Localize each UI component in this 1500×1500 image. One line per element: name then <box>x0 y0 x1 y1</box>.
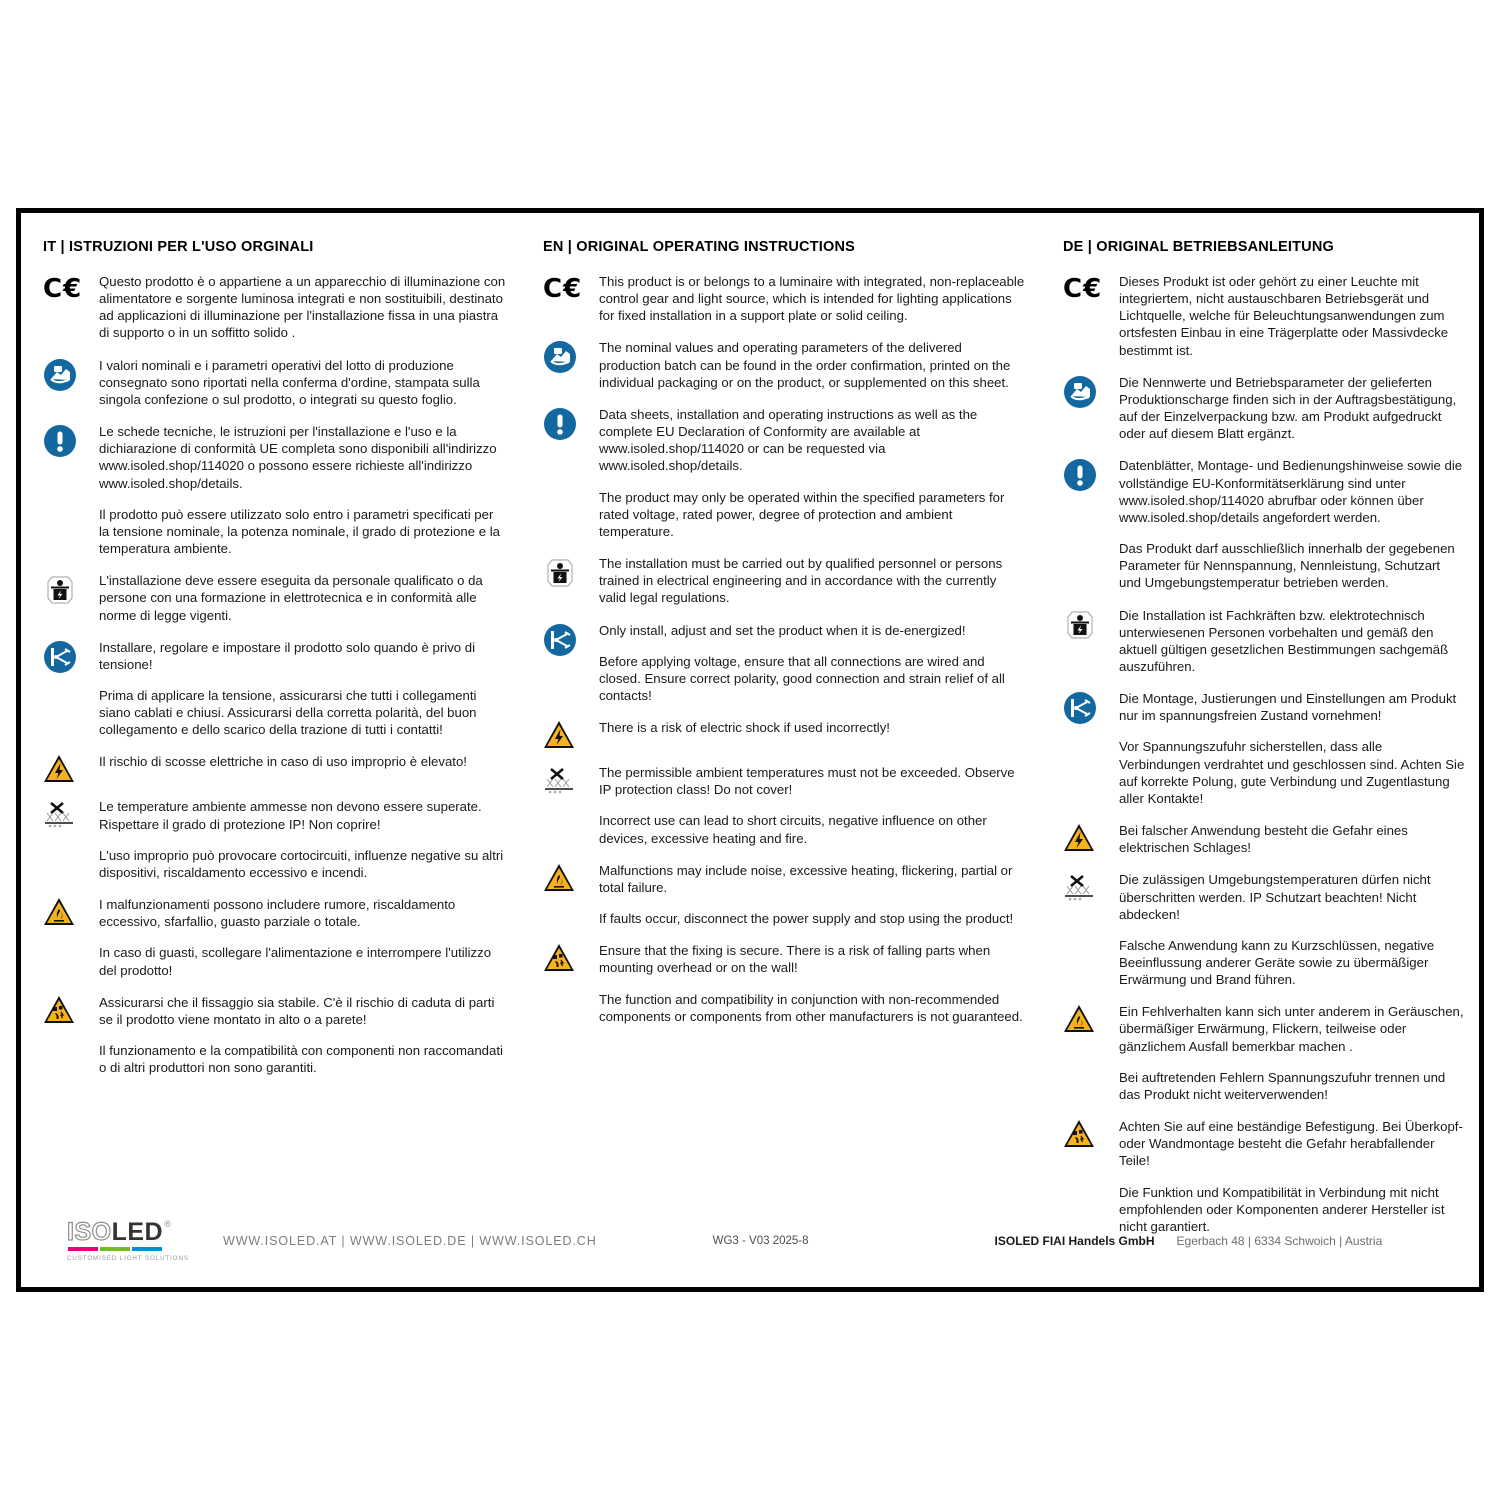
icon-cell <box>543 764 599 795</box>
block-text <box>99 357 507 408</box>
instruction-sheet-page <box>16 208 1484 1292</box>
instruction-block <box>543 273 1027 324</box>
paragraph: Die Montage, Justierungen und Einstellungen am Produkt nur im spannungsfreien Zustand vornehmen! <box>1119 691 1457 724</box>
logo-wordmark <box>67 1220 185 1245</box>
instruction-block <box>543 942 1027 1025</box>
paragraph: Falsche Anwendung kann zu Kurzschlüssen, negative Beeinflussung anderer Geräte sowie zu übermäßiger Erwärmung und Brand führen. <box>1119 937 1435 988</box>
qualified-electrician-icon <box>1063 608 1097 642</box>
footer-version: WG3 - V03 2025-8 <box>712 1235 809 1247</box>
block-text <box>599 719 1027 736</box>
block-text <box>599 862 1027 927</box>
instruction-block <box>1063 690 1465 807</box>
column-title-italian: IT | ISTRUZIONI PER L'USO ORGINALI <box>43 239 314 255</box>
logo-bar-green <box>100 1247 130 1251</box>
icon-cell <box>43 273 99 302</box>
block-text <box>599 764 1027 847</box>
blocks-german <box>1063 273 1465 1235</box>
paragraph: Le schede tecniche, le istruzioni per l'installazione e l'uso e la dichiarazione di conformità UE completa sono disponibili all'indirizzo www.isoled.shop/114020 o possono essere richieste all'indirizzo www.isoled.shop/details. <box>99 424 497 491</box>
mandatory-notice-icon <box>43 424 77 458</box>
instruction-block <box>1063 273 1465 359</box>
ce-mark-icon: C€ <box>1063 274 1103 304</box>
icon-cell <box>43 896 99 926</box>
icon-cell <box>1063 273 1119 302</box>
logo-led-text: LED <box>111 1218 164 1246</box>
read-instructions-icon <box>43 358 77 392</box>
block-text <box>599 339 1027 390</box>
disconnect-power-icon <box>43 640 77 674</box>
instruction-block <box>543 555 1027 606</box>
icon-cell <box>43 357 99 392</box>
instruction-block <box>43 896 507 979</box>
instruction-block <box>543 406 1027 540</box>
paragraph: Die Funktion und Kompatibilität in Verbindung mit nicht empfohlenden oder Komponenten anderer Hersteller ist nicht garantiert. <box>1119 1184 1445 1234</box>
column-english <box>521 239 1041 1203</box>
paragraph: Ensure that the fixing is secure. There is a risk of falling parts when mounting overhead or on the wall! <box>599 943 991 976</box>
electric-shock-warning-icon <box>543 720 575 749</box>
paragraph: The nominal values and operating parameters of the delivered production batch can be found in the order confirmation, printed on the individual packaging or on the product, or supplemented on this sheet. <box>599 340 1011 390</box>
paragraph: Assicurarsi che il fissaggio sia stabile. C'è il rischio di caduta di parti se il prodotto viene montato in alto o a parete! <box>99 994 495 1027</box>
block-text <box>99 994 507 1077</box>
qualified-electrician-icon <box>543 556 577 590</box>
disconnect-power-icon <box>543 623 577 657</box>
footer-company-name: ISOLED FIAI Handels GmbH <box>994 1234 1155 1248</box>
instruction-block <box>543 719 1027 749</box>
icon-cell <box>1063 871 1119 902</box>
page-footer <box>21 1195 1479 1287</box>
paragraph: This product is or belongs to a luminaire with integrated, non-replaceable control gear and light source, which is intended for lighting applications for fixed installation in a support plate or solid ceiling. <box>599 274 1025 324</box>
paragraph: Installare, regolare e impostare il prodotto solo quando è privo di tensione! <box>99 639 476 672</box>
instruction-block <box>1063 822 1465 856</box>
paragraph: If faults occur, disconnect the power supply and stop using the product! <box>599 911 1014 927</box>
icon-cell <box>43 639 99 674</box>
instruction-block <box>1063 1003 1465 1103</box>
block-text <box>1119 1003 1465 1103</box>
instruction-block <box>1063 457 1465 591</box>
do-not-cover-icon <box>43 799 75 829</box>
block-text <box>1119 607 1465 676</box>
column-german <box>1041 239 1479 1234</box>
do-not-cover-icon <box>543 765 575 795</box>
paragraph: The function and compatibility in conjunction with non-recommended components or components from other manufacturers is not guaranteed. <box>599 991 1023 1024</box>
icon-cell <box>43 753 99 783</box>
paragraph: Data sheets, installation and operating instructions as well as the complete EU Declaration of Conformity are available at www.isoled.shop/114020 or can be requested via www.isoled.shop/details. <box>599 406 978 474</box>
block-text <box>1119 273 1465 359</box>
paragraph: Before applying voltage, ensure that all connections are wired and closed. Ensure correct polarity, good connection and strain relief of all contacts! <box>599 653 1005 703</box>
instruction-block <box>43 423 507 557</box>
logo-tagline: CUSTOMISED LIGHT SOLUTIONS <box>67 1255 189 1262</box>
icon-cell <box>1063 374 1119 409</box>
block-text <box>1119 374 1465 443</box>
blocks-english <box>543 273 1027 1025</box>
language-columns <box>21 213 1479 1234</box>
block-text <box>1119 871 1465 988</box>
paragraph: The product may only be operated within the specified parameters for rated voltage, rated power, degree of protection and ambient temperature. <box>599 489 1005 539</box>
blocks-italian <box>43 273 507 1076</box>
icon-cell <box>543 555 599 590</box>
block-text <box>599 942 1027 1025</box>
falling-parts-warning-icon <box>543 943 575 972</box>
block-text <box>1119 822 1465 856</box>
ce-mark-icon: C€ <box>43 274 83 304</box>
logo-bar-pink <box>68 1247 98 1251</box>
instruction-block <box>1063 607 1465 676</box>
paragraph: Incorrect use can lead to short circuits, negative influence on other devices, excessive heating and fire. <box>599 813 987 846</box>
icon-cell <box>1063 1003 1119 1033</box>
block-text <box>599 273 1027 324</box>
paragraph: Vor Spannungszufuhr sicherstellen, dass alle Verbindungen verdrahtet und geschlossen sind. Achten Sie auf korrekte Polung, gute Verbindung und Zugentlastung aller Kontakte! <box>1119 739 1465 806</box>
icon-cell <box>43 572 99 607</box>
icon-cell <box>43 423 99 458</box>
column-title-english: EN | ORIGINAL OPERATING INSTRUCTIONS <box>543 239 856 255</box>
read-instructions-icon <box>543 340 577 374</box>
falling-parts-warning-icon <box>43 995 75 1024</box>
paragraph: Die Nennwerte und Betriebsparameter der gelieferten Produktionscharge finden sich in der Auftragsbestätigung, auf der Einzelverpackung bzw. am Produkt aufgedruckt oder auf diesem Blatt ergänzt. <box>1119 374 1457 442</box>
logo-color-bars <box>68 1247 176 1251</box>
icon-cell <box>1063 1118 1119 1148</box>
footer-company-address: Egerbach 48 | 6334 Schwoich | Austria <box>1176 1234 1383 1248</box>
block-text <box>599 622 1027 705</box>
icon-cell <box>1063 690 1119 725</box>
fire-warning-icon <box>43 897 75 926</box>
paragraph: Datenblätter, Montage- und Bedienungshinweise sowie die vollständige EU-Konformitätserklärung sind unter www.isoled.shop/114020 abrufbar oder können über www.isoled.shop/details angefordert werden. <box>1119 458 1463 525</box>
block-text <box>599 555 1027 606</box>
paragraph: I malfunzionamenti possono includere rumore, riscaldamento eccessivo, sfarfallio, guasto parziale o totale. <box>99 897 456 930</box>
icon-cell <box>543 862 599 892</box>
logo-iso-text: ISO <box>67 1218 112 1246</box>
instruction-block <box>43 572 507 623</box>
mandatory-notice-icon <box>543 407 577 441</box>
falling-parts-warning-icon <box>1063 1119 1095 1148</box>
electric-shock-warning-icon <box>43 754 75 783</box>
mandatory-notice-icon <box>1063 458 1097 492</box>
block-text <box>99 798 507 881</box>
block-text <box>1119 690 1465 807</box>
paragraph: The permissible ambient temperatures must not be exceeded. Observe IP protection class! Do not cover! <box>599 765 1015 798</box>
paragraph: There is a risk of electric shock if used incorrectly! <box>599 720 890 736</box>
instruction-block <box>543 339 1027 390</box>
paragraph: In caso di guasti, scollegare l'alimentazione e interrompere l'utilizzo del prodotto! <box>99 945 492 978</box>
instruction-block <box>43 357 507 408</box>
icon-cell <box>43 798 99 829</box>
paragraph: Dieses Produkt ist oder gehört zu einer Leuchte mit integriertem, nicht austauschbaren Betriebsgerät und Lichtquelle, welche für Beleuchtungsanwendungen zum ortsfesten Einbau in eine Trägerplatte oder Massivdecke bestimmt ist. <box>1119 274 1449 358</box>
paragraph: I valori nominali e i parametri operativi del lotto di produzione consegnato sono riportati nella conferma d'ordine, stampata sulla singola confezione o sul prodotto, o integrati su questo foglio. <box>99 357 480 407</box>
paragraph: Le temperature ambiente ammesse non devono essere superate. Rispettare il grado di protezione IP! Non coprire! <box>99 799 482 832</box>
icon-cell <box>543 406 599 441</box>
fire-warning-icon <box>1063 1004 1095 1033</box>
block-text <box>99 896 507 979</box>
instruction-block <box>1063 374 1465 443</box>
column-italian <box>21 239 521 1203</box>
disconnect-power-icon <box>1063 691 1097 725</box>
block-text <box>99 273 507 342</box>
paragraph: Il rischio di scosse elettriche in caso di uso improprio è elevato! <box>99 754 467 770</box>
instruction-block <box>543 764 1027 847</box>
paragraph: Bei falscher Anwendung besteht die Gefahr eines elektrischen Schlages! <box>1119 823 1408 856</box>
paragraph: Malfunctions may include noise, excessive heating, flickering, partial or total failure. <box>599 862 1013 895</box>
paragraph: Il prodotto può essere utilizzato solo entro i parametri specificati per la tensione nominale, la potenza nominale, il grado di protezione e la temperatura ambiente. <box>99 506 501 557</box>
icon-cell <box>1063 457 1119 492</box>
paragraph: The installation must be carried out by qualified personnel or persons trained in electrical engineering and in accordance with the currently valid legal regulations. <box>599 556 1003 606</box>
paragraph: Bei auftretenden Fehlern Spannungszufuhr trennen und das Produkt nicht weiterverwenden! <box>1119 1069 1446 1102</box>
paragraph: Il funzionamento e la compatibilità con componenti non raccomandati o di altri produttori non sono garantiti. <box>99 1043 503 1076</box>
block-text <box>1119 457 1465 591</box>
paragraph: L'installazione deve essere eseguita da personale qualificato o da persone con una formazione in elettrotecnica e in conformità alle norme di legge vigenti. <box>99 573 483 623</box>
icon-cell <box>43 994 99 1024</box>
logo-bar-blue <box>132 1247 162 1251</box>
icon-cell <box>1063 607 1119 642</box>
icon-cell <box>543 273 599 302</box>
ce-mark-icon: C€ <box>543 274 583 304</box>
isoled-logo <box>67 1218 189 1262</box>
icon-cell <box>543 942 599 972</box>
block-text <box>99 753 507 770</box>
column-title-german: DE | ORIGINAL BETRIEBSANLEITUNG <box>1063 239 1335 255</box>
instruction-block <box>543 862 1027 927</box>
instruction-block <box>543 622 1027 705</box>
fire-warning-icon <box>543 863 575 892</box>
paragraph: Prima di applicare la tensione, assicurarsi che tutti i collegamenti siano cablati e chiusi. Assicurarsi della corretta polarità, del buon collegamento e dello scarico della trazione di tutti i contatti! <box>99 687 477 738</box>
paragraph: Questo prodotto è o appartiene a un apparecchio di illuminazione con alimentatore e sorgente luminosa integrati e non sostituibili, destinato ad applicazioni di illuminazione per l'installazione fissa in una piastra di supporto o in un soffitto solido . <box>99 274 506 341</box>
instruction-block <box>43 994 507 1077</box>
paragraph: Achten Sie auf eine beständige Befestigung. Bei Überkopf- oder Wandmontage besteht die Gefahr herabfallender Teile! <box>1119 1119 1463 1169</box>
paragraph: Das Produkt darf ausschließlich innerhalb der gegebenen Parameter für Nennspannung, Nennleistung, Schutzart und Umgebungstemperatur betrieben werden. <box>1119 541 1455 591</box>
qualified-electrician-icon <box>43 573 77 607</box>
block-text <box>599 406 1027 540</box>
do-not-cover-icon <box>1063 872 1095 902</box>
paragraph: L'uso improprio può provocare cortocircuiti, influenze negative su altri dispositivi, riscaldamento eccessivo e incendi. <box>99 847 504 880</box>
icon-cell <box>543 339 599 374</box>
icon-cell <box>543 622 599 657</box>
block-text <box>99 423 507 557</box>
instruction-block <box>43 273 507 342</box>
paragraph: Ein Fehlverhalten kann sich unter anderem in Geräuschen, übermäßiger Erwärmung, Flickern, teilweise oder gänzlichem Ausfall bemerkbar machen . <box>1119 1004 1464 1054</box>
electric-shock-warning-icon <box>1063 823 1095 852</box>
block-text <box>99 572 507 623</box>
instruction-block <box>43 798 507 881</box>
instruction-block <box>43 639 507 739</box>
footer-websites: WWW.ISOLED.AT | WWW.ISOLED.DE | WWW.ISOLED.CH <box>223 1234 597 1248</box>
paragraph: Die Installation ist Fachkräften bzw. elektrotechnisch unterwiesenen Personen vorbehalten und gemäß den aktuell gültigen gesetzlichen Bestimmungen sachgemäß auszuführen. <box>1119 607 1449 674</box>
instruction-block <box>43 753 507 783</box>
block-text <box>99 639 507 739</box>
icon-cell <box>543 719 599 749</box>
icon-cell <box>1063 822 1119 852</box>
paragraph: Die zulässigen Umgebungstemperaturen dürfen nicht überschritten werden. IP Schutzart beachten! Nicht abdecken! <box>1119 872 1431 922</box>
read-instructions-icon <box>1063 375 1097 409</box>
paragraph: Only install, adjust and set the product when it is de-energized! <box>599 622 966 638</box>
instruction-block <box>1063 871 1465 988</box>
registered-trademark-icon: ® <box>164 1219 171 1229</box>
